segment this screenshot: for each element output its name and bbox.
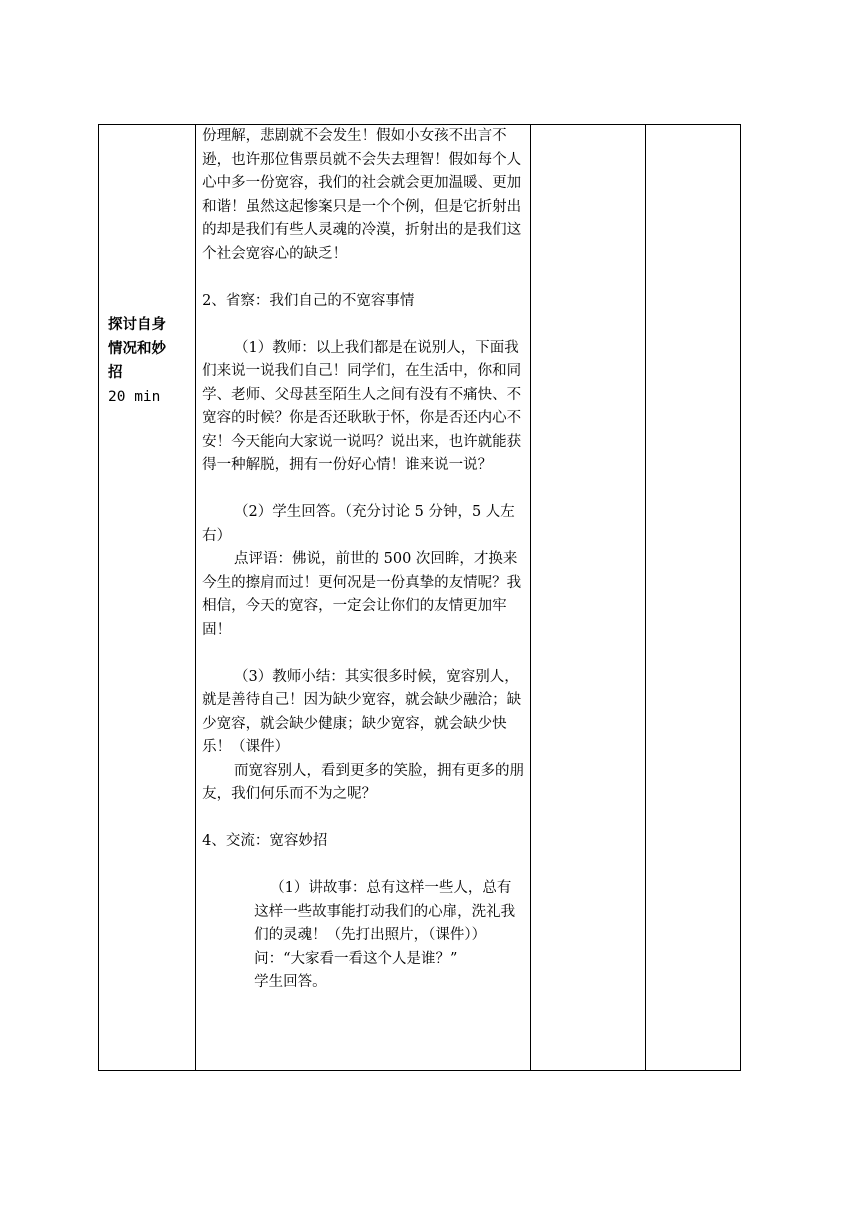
stage-label-cell	[99, 125, 196, 1071]
intro-paragraph: 份理解，悲剧就不会发生！假如小女孩不出言不逊，也许那位售票员就不会失去理智！假如每个人心中多一份宽容，我们的社会就会更加温暖、更加和谐！虽然这起惨案只是一个个例，但是它折射出的却是我们有些人灵魂的冷漠，折射出的是我们这个社会宽容心的缺乏！	[202, 128, 522, 262]
story-paragraph: （1）讲故事：总有这样一些人，总有这样一些故事能打动我们的心扉，洗礼我们的灵魂！（先打出照片，（课件））	[254, 880, 516, 943]
stage-duration: 20 min	[108, 389, 161, 405]
table-row	[99, 125, 741, 1071]
section-2-title: 2、省察：我们自己的不宽容事情	[202, 292, 415, 309]
answer-line: 学生回答。	[254, 974, 327, 990]
comment-paragraph: 点评语：佛说，前世的 500 次回眸，才换来今生的擦肩而过！更何况是一份真挚的友情呢？我相信，今天的宽容，一定会让你们的友情更加牢固！	[202, 551, 522, 638]
empty-cell-3	[530, 125, 645, 1071]
content-cell	[196, 125, 531, 1071]
empty-cell-4	[645, 125, 740, 1071]
item-2-paragraph: （2）学生回答。（充分讨论 5 分钟，5 人左右）	[202, 504, 515, 544]
item-3-continuation: 而宽容别人，看到更多的笑脸，拥有更多的朋友，我们何乐而不为之呢？	[202, 762, 525, 802]
item-1-paragraph: （1）教师：以上我们都是在说别人，下面我们来说一说我们自己！同学们，在生活中，你和同学、老师、父母甚至陌生人之间有没有不痛快、不宽容的时候？你是否还耿耿于怀，你是否还内心不安！今天能向大家说一说吗？说出来，也许就能获得一种解脱，拥有一份好心情！谁来说一说？	[202, 339, 522, 473]
stage-label-line: 情况和妙	[108, 341, 166, 357]
question-line: 问：“大家看一看这个人是谁？”	[254, 950, 458, 967]
section-4-title: 4、交流：宽容妙招	[202, 833, 328, 849]
story-block	[202, 877, 526, 995]
stage-label-line: 探讨自身	[108, 317, 166, 333]
lesson-content	[196, 125, 530, 995]
lesson-plan-table	[98, 124, 741, 1071]
stage-label-line: 招	[108, 365, 123, 381]
stage-label	[108, 313, 192, 409]
item-3-paragraph: （3）教师小结：其实很多时候，宽容别人，就是善待自己！因为缺少宽容，就会缺少融洽；缺少宽容，就会缺少健康；缺少宽容，就会缺少快乐！（课件）	[202, 668, 522, 755]
